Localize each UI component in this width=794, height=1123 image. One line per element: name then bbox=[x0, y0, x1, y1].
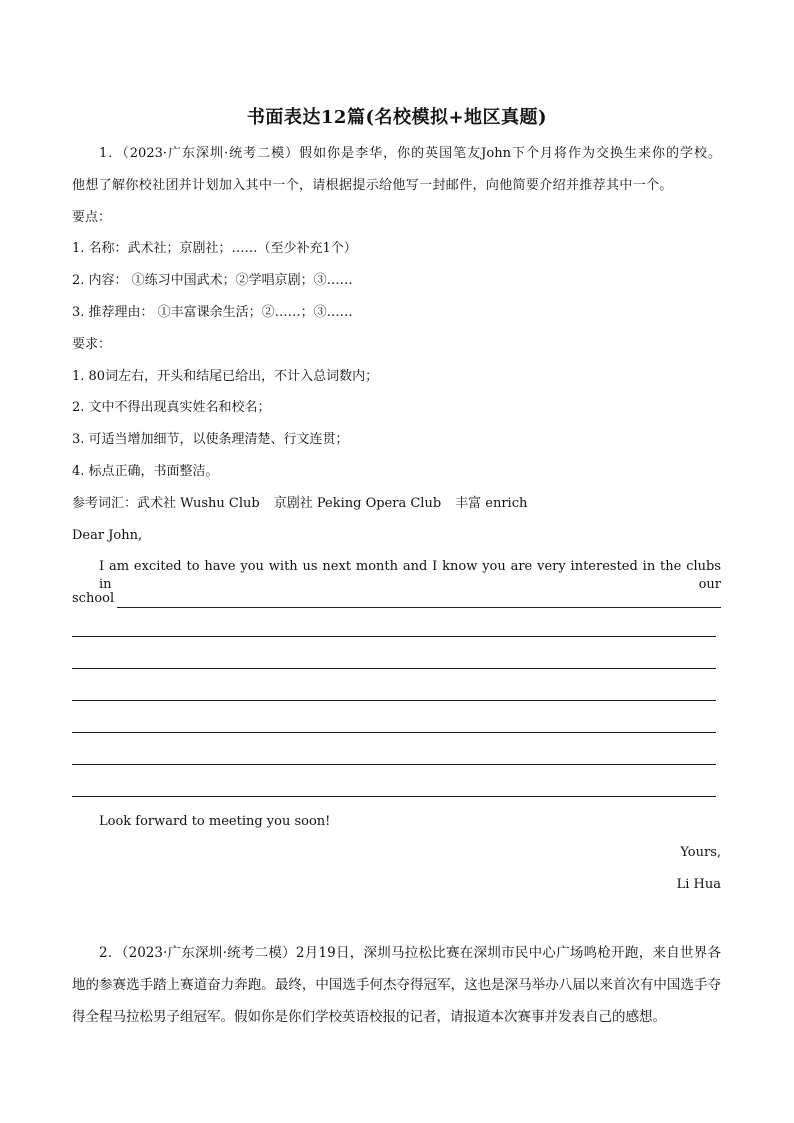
writing-line-2[interactable] bbox=[72, 636, 716, 637]
letter-signature: Li Hua bbox=[676, 877, 721, 892]
q1-prompt-line1: 1．（2023·广东深圳·统考二模）假如你是李华，你的英国笔友John下个月将作为交换生来你的学校。 bbox=[99, 146, 721, 161]
writing-line-4[interactable] bbox=[72, 700, 716, 701]
letter-first-blank-row bbox=[72, 590, 721, 608]
q1-requirement-3: 3. 可适当增加细节，以使条理清楚、行文连贯； bbox=[72, 432, 349, 447]
q1-point-3: 3. 推荐理由： ①丰富课余生活；②……；③…… bbox=[72, 305, 353, 320]
q1-point-1: 1. 名称：武术社；京剧社；……（至少补充1个） bbox=[72, 241, 357, 256]
q1-points-label: 要点： bbox=[72, 210, 112, 225]
vocab-item-1: 武术社 Wushu Club bbox=[137, 496, 260, 511]
q2-prompt: 2．（2023·广东深圳·统考二模）2月19日，深圳马拉松比赛在深圳市民中心广场鸣枪开跑，来自世界各地的参赛选手踏上赛道奋力奔跑。最终，中国选手何杰夺得冠军，这也是深马举办八届以来首次有中国选手夺得全程马拉松男子组冠军。假如你是你们学校英语校报的记者，请报道本次赛事并发表自己的感想。 bbox=[72, 945, 721, 1025]
q1-prompt-line2: 他想了解你校社团并计划加入其中一个，请根据提示给他写一封邮件，向他简要介绍并推荐其中一个。 bbox=[72, 178, 673, 193]
writing-line-3[interactable] bbox=[72, 668, 716, 669]
q1-point-2: 2. 内容： ①练习中国武术；②学唱京剧；③…… bbox=[72, 273, 353, 288]
writing-line-6[interactable] bbox=[72, 764, 716, 765]
writing-line-5[interactable] bbox=[72, 732, 716, 733]
vocab-item-3: 丰富 enrich bbox=[455, 496, 528, 511]
writing-line-1[interactable] bbox=[117, 593, 721, 608]
letter-closing: Look forward to meeting you soon! bbox=[99, 814, 331, 829]
letter-signoff: Yours, bbox=[680, 845, 721, 860]
q1-requirement-1: 1. 80词左右，开头和结尾已给出，不计入总词数内； bbox=[72, 369, 379, 384]
letter-opening-tail: school bbox=[72, 591, 115, 606]
q1-vocabulary bbox=[72, 495, 527, 513]
q1-requirement-2: 2. 文中不得出现真实姓名和校名； bbox=[72, 400, 271, 415]
writing-line-7[interactable] bbox=[72, 796, 716, 797]
vocab-label: 参考词汇： bbox=[72, 496, 138, 511]
letter-greeting: Dear John, bbox=[72, 528, 143, 543]
vocab-item-2: 京剧社 Peking Opera Club bbox=[273, 496, 442, 511]
q1-requirements-label: 要求： bbox=[72, 337, 112, 352]
page-title: 书面表达12篇(名校模拟+地区真题) bbox=[246, 107, 548, 128]
letter-opening: I am excited to have you with us next month and I know you are very interested in the clubs in our bbox=[99, 559, 721, 592]
q1-requirement-4: 4. 标点正确，书面整洁。 bbox=[72, 464, 219, 479]
